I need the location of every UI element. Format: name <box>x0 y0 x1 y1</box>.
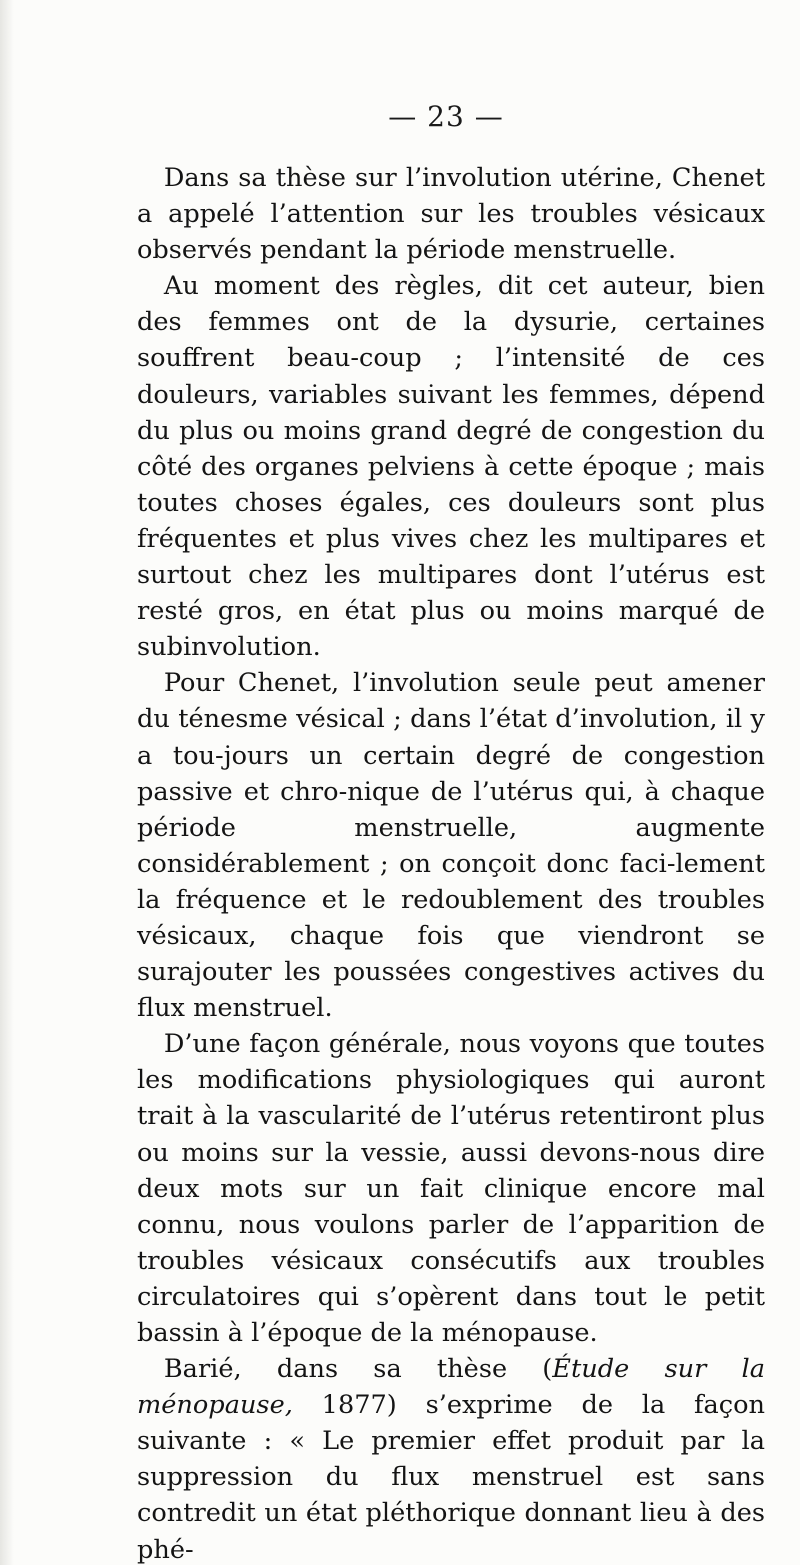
paragraph-chenet-intro: Dans sa thèse sur l’involution utérine, Chenet a appelé l’attention sur les troubles vésicaux observés pendant la période menstruelle. <box>137 163 765 266</box>
page-number: — 23 — <box>388 100 504 133</box>
paragraph-barie-before: Barié, dans sa thèse ( <box>163 1354 553 1385</box>
cited-work-title: Étude sur la ménopause, <box>137 1354 765 1421</box>
paragraph-involution: Pour Chenet, l’involution seule peut amener du ténesme vésical ; dans l’état d’involution, il y a tou-jours un certain degré de congestion passive et chro-nique de l’utérus qui, à chaque période menstruelle, augmente considérablement ; on conçoit donc faci-lement la fréquence et le redoublement des troubles vésicaux, chaque fois que viendront se surajouter les poussées congestives actives du flux menstruel. <box>137 668 765 1024</box>
paragraph-barie-after: 1877) s’exprime de la façon suivante : « Le premier effet produit par la suppression du flux menstruel est sans contredit un état pléthorique donnant lieu à des phé- <box>137 1390 765 1565</box>
paragraph-barie <box>137 1351 765 1568</box>
paragraph-chenet-quote: Au moment des règles, dit cet auteur, bien des femmes ont de la dysurie, certaines souffrent beau-coup ; l’intensité de ces douleurs, variables suivant les femmes, dépend du plus ou moins grand degré de congestion du côté des organes pelviens à cette époque ; mais toutes choses égales, ces douleurs sont plus fréquentes et plus vives chez les multipares et surtout chez les multipares dont l’utérus est resté gros, en état plus ou moins marqué de subinvolution. <box>137 271 765 663</box>
page-body <box>137 160 765 1568</box>
paragraph-menopause: D’une façon générale, nous voyons que toutes les modifications physiologiques qui auront trait à la vascularité de l’utérus retentiront plus ou moins sur la vessie, aussi devons-nous dire deux mots sur un fait clinique encore mal connu, nous voulons parler de l’apparition de troubles vésicaux consécutifs aux troubles circulatoires qui s’opèrent dans tout le petit bassin à l’époque de la ménopause. <box>137 1029 765 1348</box>
